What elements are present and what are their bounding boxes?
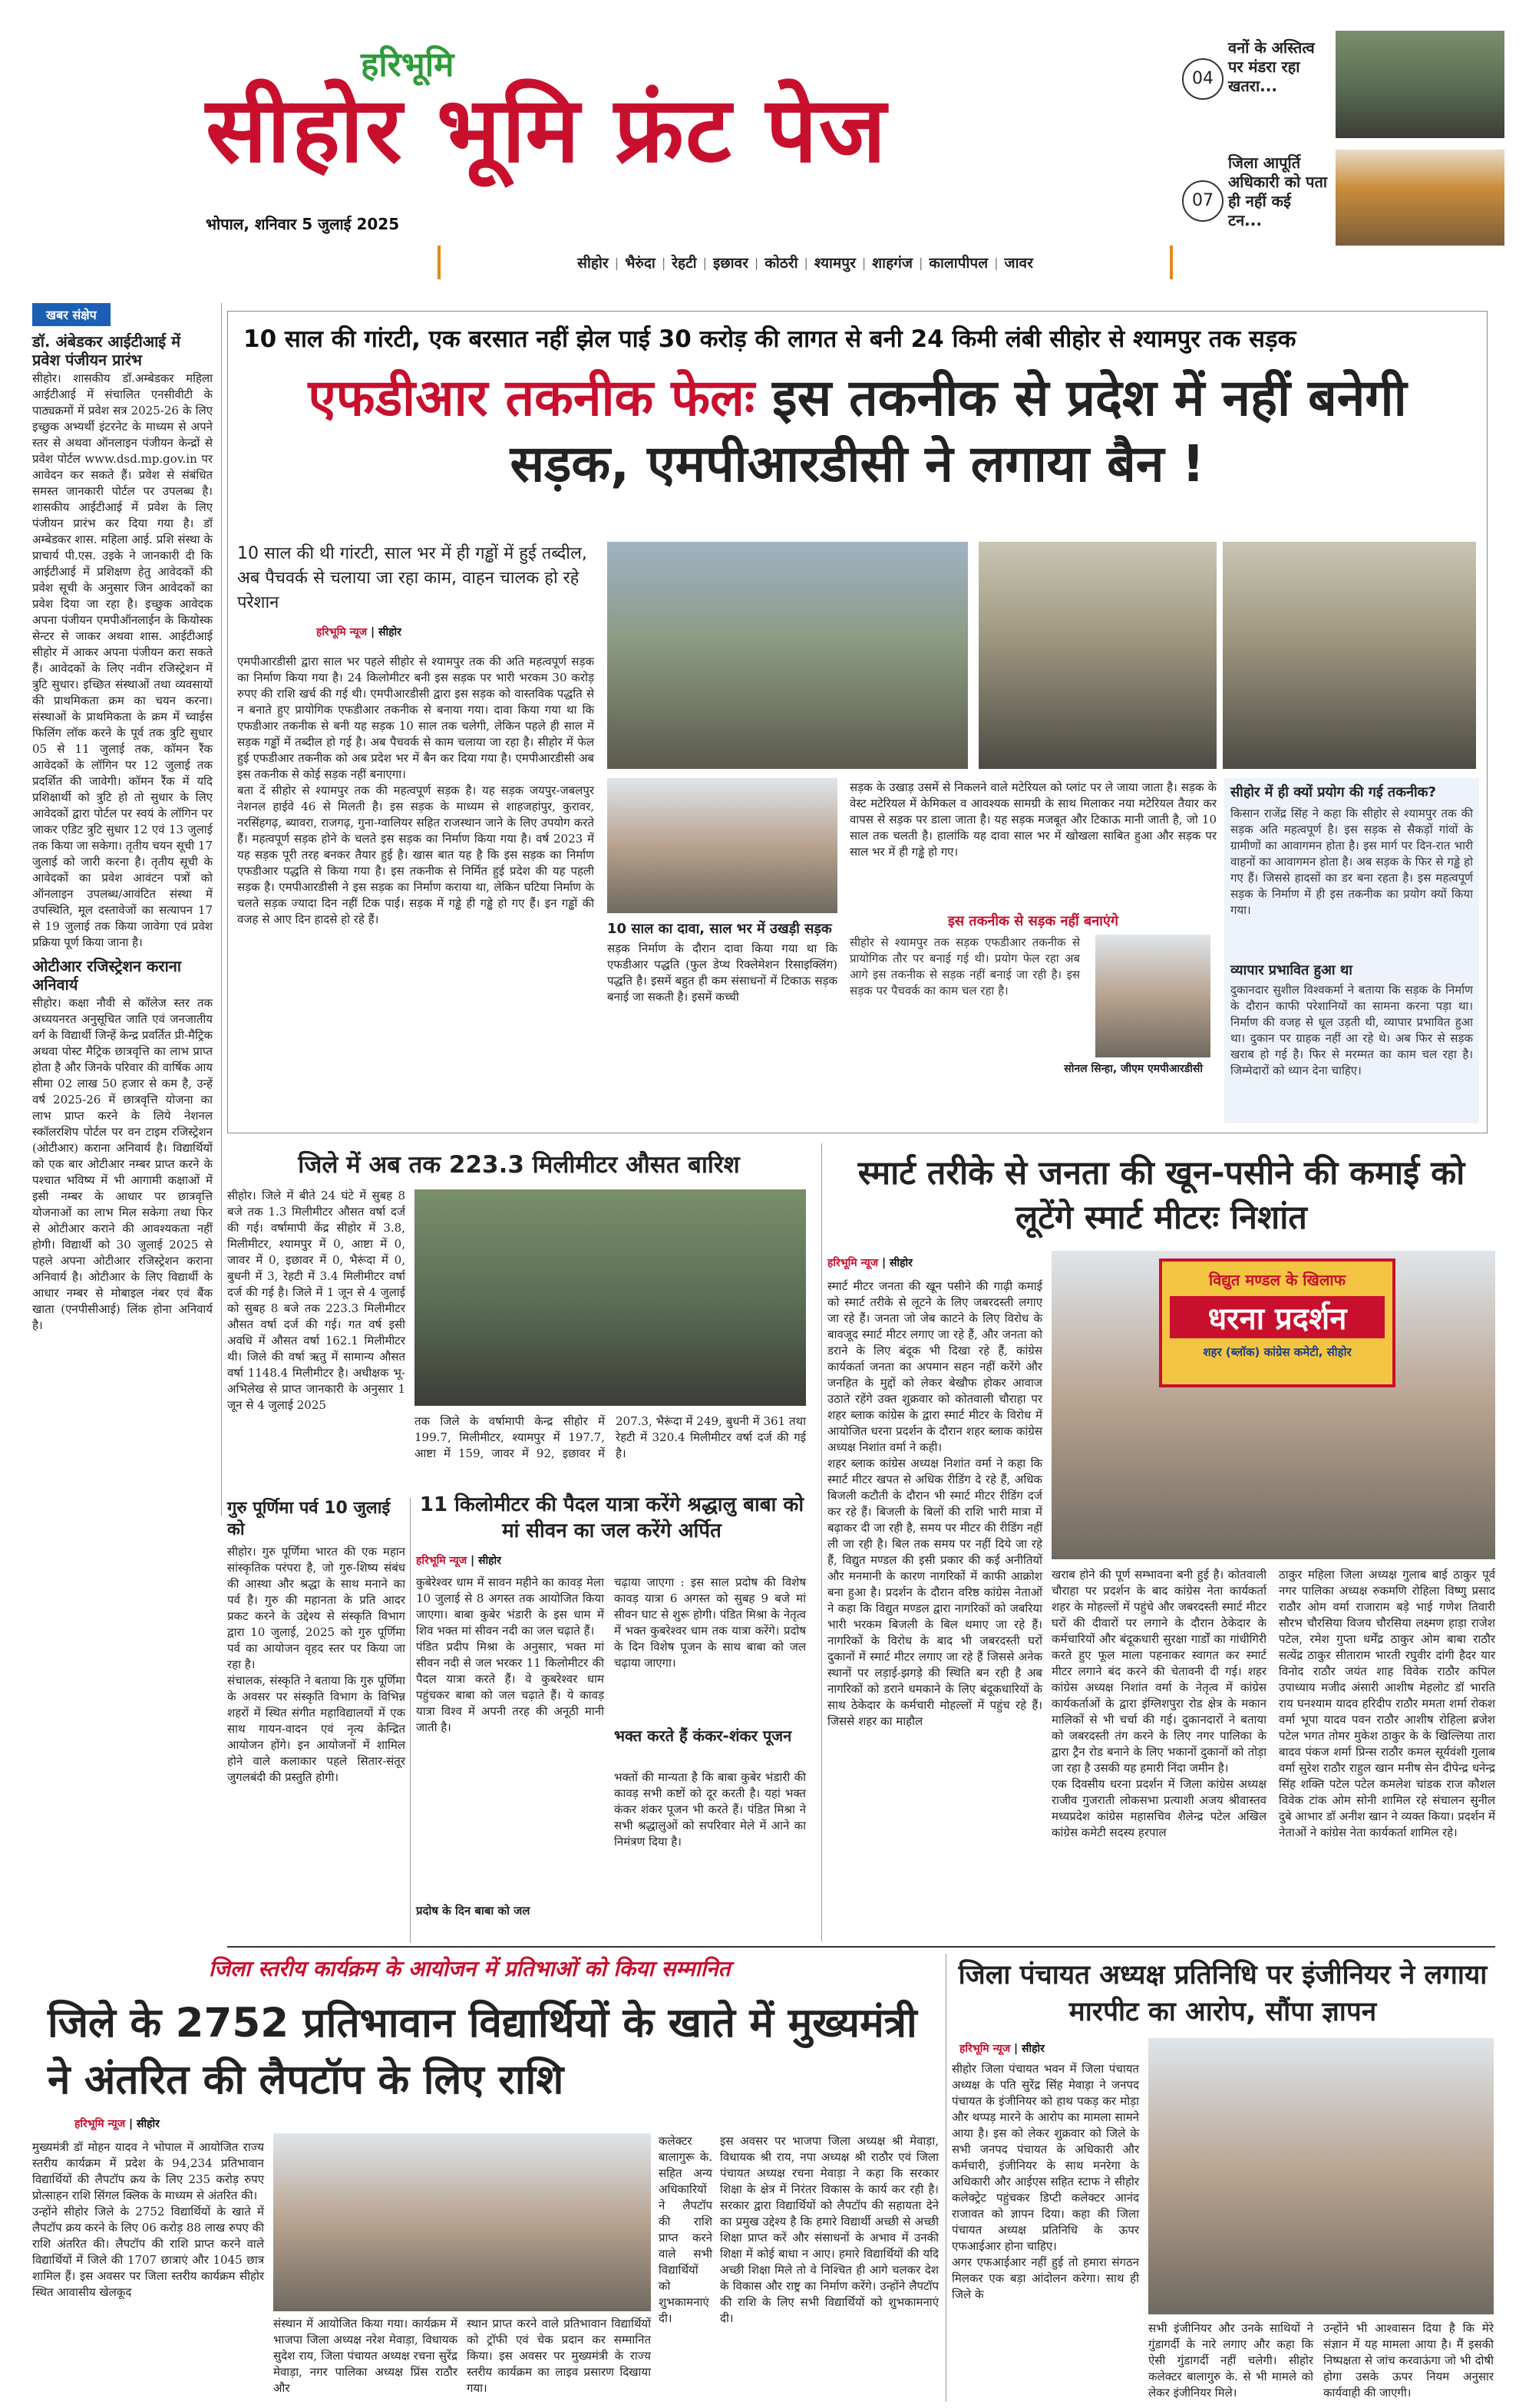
rain-story [227,1143,811,1512]
side-box-title: सीहोर में ही क्यों प्रयोग की गई तकनीक? [1230,784,1436,800]
road-photo [979,542,1217,769]
city-item: जावर [1004,255,1033,272]
city-item: भैरुंदा [625,255,656,272]
lead-story [227,311,1488,1133]
smart-body: खराब होने की पूर्ण सम्भावना बनी हुई है। कोतवाली चौराहा पर प्रदर्शन के बाद कांग्रेस नेता कार्यकर्ता शहर के मोहल्लों में पहुंचे और जबरदस्ती स्मार्ट मीटर घरों की दीवारों पर लगाने के दौरान ठेकेदार के कर्मचारियों और बंदूकधारी सुरक्षा गार्डों का गांधीगिरी करते हुए फूल माला पहनाकर स्वागत कर स्मार्ट मीटर लगाने बंद करने की चेतावनी दी गई। शहर कांग्रेस अध्यक्ष निशांत वर्मा के नेतृत्व में कांग्रेस कार्यकर्ताओं के द्वारा इंग्लिशपुरा रोड क्षेत्र के मकान मालिकों से भी चर्चा की गई। दुकानदारों ने बताया को जबरदस्ती तंग करने के लिए नगर पालिका के द्वारा ट्रैन रोड बनाने के लिए भकानों दुकानों को तोड़ा जा रहा है उसकी यह हमारी निंदा जमीन है। एक दिवसीय धरना प्रदर्शन में जिला कांग्रेस अध्यक्ष राजीव गुजराती लोकसभा प्रत्याशी अजय श्रीवास्तव मध्यप्रदेश कांग्रेस महासचिव शैलेन्द्र पटेल अखिल कांग्रेस कमेटी सदस्य हरपाल [1052,1568,1266,1839]
laptop-body: स्थान प्राप्त करने वाले प्रतिभावान विद्यार्थियों को ट्रॉफी एवं चेक प्रदान कर सम्मानित किया। इस अवसर पर मुख्यमंत्री के राज्य स्तरीय कार्यक्रम का लाइव प्रसारण दिखाया गया। [467,2317,651,2395]
brief-headline: ओटीआर रजिस्ट्रेशन कराना अनिवार्य [32,957,182,994]
side-box-title: व्यापार प्रभावित हुआ था [1230,962,1352,978]
byline-brand: हरिभूमि न्यूज [316,626,368,638]
byline-place: सीहोर [137,2118,160,2130]
teaser-photo [1336,150,1504,246]
yatra-body: कुबेरेश्वर धाम में सावन महीने का कावड़ मेला 10 जुलाई से 8 अगस्त तक आयोजित किया जाएगा। बाबा कुबेर भंडारी के इस धाम में शिव भक्त मां सीवन नदी का जल चढ़ाते हैं। पंडित प्रदीप मिश्रा के अनुसार, भक्त मां सीवन नदी से जल भरकर 11 किलोमीटर की पैदल यात्रा करते हैं। वे कुबरेश्वर धाम पहुंचकर बाबा को जल चढ़ाते हैं। ये कावड़ यात्रा विश्व में अपनी तरह की अनूठी मानी जाती है। [416,1575,604,1734]
rain-photo [414,1189,806,1406]
protest-banner-line: शहर (ब्लॉक) कांग्रेस कमेटी, सीहोर [1203,1345,1352,1359]
city-item: कालापीपल [929,255,989,272]
panchayat-body: सभी इंजीनियर और उनके साथियों ने गुंडागर्दी के नारे लगाए और कहा कि ऐसी गुंडागर्दी नहीं चलेगी। सीहोर कलेक्टर बालागुरु के. से भी मामले को लेकर इंजीनियर मिले। [1148,2321,1313,2400]
teaser-text: जिला आपूर्ति अधिकारी को पता ही नहीं कई टन... [1228,153,1328,229]
memorandum-photo [1148,2038,1494,2314]
news-brief-sidebar [32,303,213,1516]
byline: हरिभूमि न्यूज | सीहोर [416,1555,501,1567]
panchayat-body: सीहोर जिला पंचायत भवन में जिला पंचायत अध्यक्ष के पति सुरेंद्र सिंह मेवाड़ा ने जनपद पंचायत के इंजीनियर को हाथ पकड़ कर मोड़ा और थप्पड़ मारने के आरोप का मामला सामने आया है। इस को लेकर शुक्रवार को जिले के सभी जनपद पंचायत के अधिकारी और कर्मचारी, इंजीनियर के साथ मनरेगा के अधिकारी और आईएस सहित स्टाफ ने सीहोर कलेक्ट्रेट पहुंचकर डिप्टी कलेक्टर आनंद राजावत को ज्ञापन दिया। कहा की जिला पंचायत अध्यक्ष प्रतिनिधि के ऊपर एफआईआर होना चाहिए। अगर एफआईआर नहीं हुई तो हमारा संगठन मिलकर एक बड़ा आंदोलन करेगा। साथ ही जिले के [952,2062,1139,2301]
byline-brand: हरिभूमि न्यूज [959,2043,1011,2055]
award-photo [273,2133,651,2311]
guru-headline: गुरु पूर्णिमा पर्व 10 जुलाई को [227,1499,391,1539]
brief-body: सीहोर। कक्षा नौवी से कॉलेज स्तर तक अध्ययनरत अनुसूचित जाति एवं जनजातीय वर्ग के विद्यार्थी जिन्हें केन्द्र प्रवर्तित प्री-मैट्रिक अथवा पोस्ट मैट्रिक छात्रवृत्ति का लाभ प्राप्त होता है और जिनके परिवार की वार्षिक आय सीमा 02 लाख 50 हजार से कम है, उन्हें वर्ष 2025-26 में छात्रवृत्ति योजना का लाभ प्राप्त करने के लिये नेशनल स्कॉलरशिप पोर्टल पर वन टाइम रजिस्ट्रेशन (ओटीआर) कराना अनिवार्य है। विद्यार्थियों को एक बार ओटीआर नम्बर प्राप्त करने के पश्चात भविष्य में भी आगामी कक्षाओं में इसी नम्बर के आधार पर छात्रवृत्ति योजनाओं का लाभ मिल सकेगा तथा फिर से ओटीआर कराने की आवश्यकता नहीं होगी। विद्यार्थी को 30 जुलाई 2025 से पहले अपना ओटीआर रजिस्ट्रेशन कराना अनिवार्य है। ओटीआर के लिए विद्यार्थी के आधार नम्बर से मोबाइल नंबर एवं बैंक खाता (एनपीसीआई) लिंक होना अनिवार्य है। [32,996,213,1332]
byline-place: सीहोर [378,626,401,638]
lead-body: सड़क निर्माण के दौरान दावा किया गया था कि एफडीआर पद्धति (फुल डेप्थ रिक्लेमेशन रिसाइक्लिंग) पद्धति है। इसमें बहुत ही कम संसाधनों में टिकाऊ सड़क बनाई जा सकती है। इसमें कच्ची [607,942,837,1004]
byline: हरिभूमि न्यूज | सीहोर [959,2043,1045,2055]
teaser-photo [1336,31,1504,138]
laptop-body: कलेक्टर बालागुरू के. सहित अन्य अधिकारियों ने लैपटॉप की राशि प्राप्त करने वाले सभी विद्यार्थियों को शुभकामनाएं दी। [659,2134,712,2325]
quote-box [850,912,1217,1119]
laptop-story [32,1949,942,2402]
lead-subhead: 10 साल की थी गांरटी, साल भर में ही गड्ढों में हुई तब्दील, अब पैचवर्क से चलाया जा रहा काम, वाहन चालक हो रहे परेशान [237,544,587,612]
road-photo [1223,542,1476,769]
panchayat-body: उन्होंने भी आश्वासन दिया है कि मेरे संज्ञान में यह मामला आया है। मैं इसकी निष्पक्षता से जांच करवाऊंगा जो भी दोषी होगा उसके ऊपर नियम अनुसार कार्यवाही की जाएगी। [1323,2321,1494,2400]
byline-brand: हरिभूमि न्यूज [827,1257,879,1269]
laptop-body: इस अवसर पर भाजपा जिला अध्यक्ष श्री मेवाड़ा, विधायक श्री राय, नपा अध्यक्ष श्री राठौर एवं जिला पंचायत अध्यक्ष रचना मेवाड़ा ने कहा कि सरकार शिक्षा के क्षेत्र में निरंतर विकास के कार्य कर रही है। सरकार द्वारा विद्यार्थियों को लैपटॉप की सहायता देने का प्रमुख उद्देश्य है कि हमारे विद्यार्थी अच्छी से अच्छी शिक्षा प्राप्त करें और संसाधनों के अभाव में उनकी शिक्षा में कोई बाधा न आए। हमारे विद्यार्थियों की यदि अच्छी शिक्षा मिले तो वे निश्चित ही आगे चलकर देश के विकास और राष्ट्र का निर्माण करेंगे। उन्होंने लैपटॉप की राशि के लिए सभी विद्यार्थियों को शुभकामनाएं दी। [720,2134,939,2325]
byline: हरिभूमि न्यूज | सीहोर [74,2118,160,2130]
city-nav: सीहोर | भैरुंदा | रेहटी | इछावर | कोठरी | श्यामपुर | शाहगंज | कालापीपल | जावर [438,246,1173,279]
side-box-body: दुकानदार सुशील विश्वकर्मा ने बताया कि सड़क के निर्माण के दौरान काफी परेशानियों का सामना करना पड़ा था। निर्माण की वजह से धूल उड़ती थी, व्यापार प्रभावित हुआ था। दुकान पर ग्राहक नहीं आ रहे थे। अब फिर से सड़क खराब हो गई है। फिर से मरम्मत का काम चल रहा है। जिम्मेदारों को ध्यान देना चाहिए। [1230,983,1473,1077]
teaser-page-badge: 04 [1182,58,1224,100]
road-photo [607,778,837,913]
protest-banner [1159,1258,1395,1387]
teaser-box[interactable] [1182,150,1504,249]
byline: हरिभूमि न्यूज | सीहोर [316,626,401,638]
yatra-body: चढ़ाया जाएगा : इस साल प्रदोष की विशेष कावड़ यात्रा 6 अगस्त को सुबह 9 बजे मां सीवन घाट से शुरू होगी। पंडित मिश्रा के नेतृत्व में भक्त कुबरेश्वर धाम तक यात्रा करेंगे। प्रदोष के दिन विशेष पूजन के साथ बाबा को जल चढ़ाया जाएगा। [614,1575,806,1670]
byline-place: सीहोर [1022,2043,1045,2055]
teaser-page-badge: 07 [1182,180,1224,222]
byline-place: सीहोर [890,1257,913,1269]
laptop-body: मुख्यमंत्री डॉ मोहन यादव ने भोपाल में आयोजित राज्य स्तरीय कार्यक्रम में प्रदेश के 94,234 प्रतिभावान विद्यार्थियों की लैपटॉप क्रय के लिए 235 करोड़ रुपए प्रोत्साहन राशि सिंगल क्लिक के माध्यम से अंतरित की। उन्होंने सीहोर जिले के 2752 विद्यार्थियों के खाते में लैपटॉप क्रय करने के लिए 06 करोड़ 88 लाख रुपए की राशि अंतरित की। लैपटॉप की राशि प्राप्त करने वाले विद्यार्थियों में जिले की 1707 छात्राएं और 1045 छात्र शामिल हैं। इस अवसर पर जिला स्तरीय कार्यक्रम सीहोर स्थित आवासीय खेलकूद [32,2140,264,2299]
masthead [0,0,1529,295]
official-photo [1095,935,1210,1057]
page-title: सीहोर भूमि फ्रंट पेज [206,77,888,183]
panchayat-headline: जिला पंचायत अध्यक्ष प्रतिनिधि पर इंजीनियर ने लगाया मारपीट का आरोप, सौंपा ज्ञापन [958,1960,1488,2027]
laptop-body: संस्थान में आयोजित किया गया। कार्यक्रम में भाजपा जिला अध्यक्ष नरेश मेवाड़ा, विधायक सुदेश राय, जिला पंचायत अध्यक्ष रचना सुरेंद्र मेवाड़ा, नगर पालिका अध्यक्ष प्रिंस राठौर और [273,2317,457,2395]
panchayat-story [952,1954,1497,2402]
byline-brand: हरिभूमि न्यूज [416,1555,467,1567]
side-box-body: किसान राजेंद्र सिंह ने कहा कि सीहोर से श्यामपुर तक की सड़क अति महत्वपूर्ण है। इस सड़क से सैकड़ों गांवों के ग्रामीणों का आवागमन होता है। इस मार्ग पर दिन-रात भारी वाहनों का आवागमन होता है। अब सड़क के फिर से गड्ढे हो गए हैं। जिससे हादसों का डर बना रहता है। इस महत्वपूर्ण सड़क के निर्माण में ही इस तकनीक का प्रयोग क्यों किया गया। [1230,807,1473,917]
smart-body: स्मार्ट मीटर जनता की खून पसीने की गाढ़ी कमाई को स्मार्ट तरीके से लूटने के लिए जबरदस्ती लगाए जा रहे हैं। जनता जो जेब काटने के लिए विरोध के बावजूद स्मार्ट मीटर लगाए जा रहे हैं, और जनता को डराने के लिए बंदूक भी दिखा रहे हैं, कांग्रेस कार्यकर्ता जनता का अपमान सहन नहीं करेंगे और जनहित के मुद्दों को लेकर बेखौफ होकर आवाज उठाते रहेंगे उक्त शुक्रवार को कोतवाली चौराहा पर शहर ब्लाक कांग्रेस के द्वारा स्मार्ट मीटर के विरोध में आयोजित धरना प्रदर्शन के दौरान शहर ब्लाक कांग्रेस अध्यक्ष निशांत वर्मा ने कही। शहर ब्लाक कांग्रेस अध्यक्ष निशांत वर्मा ने कहा कि स्मार्ट मीटर खपत से अधिक रीडिंग दे रहे हैं, अधिक बिजली कटौती के दौरान भी स्मार्ट मीटर रीडिंग दर्ज कर रहे हैं। बिजली के बिलों की राशि भारी मात्रा में बढ़ाकर दी जा रही है, समय पर मीटर की रीडिंग नहीं ली जा रही है। बिल तक समय पर नहीं दिये जा रहे हैं, विद्युत मण्डल की इसी प्रकार की कई अनीतियों और मनमानी के कारण नागरिकों में काफी आक्रोश बना हुआ है। प्रदर्शन के दौरान वरिष्ठ कांग्रेस नेताओं ने कहा कि विद्युत मण्डल द्वारा नागरिकों को जबरिया भारी भरकम बिजली के बिल थमाए जा रहे हैं। नागरिकों के विरोध के बाद भी जबरदस्ती घरों दुकानों में स्मार्ट मीटर लगाए जा रहे हैं जिससे अनेक स्थानों पर लड़ाई-झगड़े की स्थिति बन रही है अब नागरिकों को डराने धमकाने के लिए बंदूकधारियों के साथ ठेकेदार के कर्मचारी मोहल्लों में पहुंच रहे हैं। जिससे शहर का माहौल [827,1279,1042,1728]
byline-brand: हरिभूमि न्यूज [74,2118,126,2130]
quote-box-source: सोनल सिन्हा, जीएम एमपीआरडीसी [1064,1063,1203,1075]
brand-logo: हरिभूमि [361,45,454,84]
sidebar-label: खबर संक्षेप [32,303,111,326]
photo-caption: 10 साल का दावा, साल भर में उखड़ी सड़क [607,921,832,937]
laptop-headline: जिले के 2752 प्रतिभावान विद्यार्थियों के खाते में मुख्यमंत्री ने अंतरित की लैपटॉप के लिए राशि [48,2000,917,2103]
city-item: इछावर [712,255,748,272]
lead-body: सड़क के उखाड़ उसमें से निकलने वाले मटेरियल को प्लांट पर ले जाया जाता है। सड़क के वेस्ट मटेरियल में केमिकल व आवश्यक सामग्री के साथ मिलाकर नया मटेरियल तैयार कर वापस से सड़क पर डाला जाता है। यह सड़क मजबूत और टिकाऊ मानी जाती है, जो 10 साल तक चलती है। हालांकि यह दावा साल भर में खोखला साबित हुआ और सड़क पर साल भर में ही गड्ढे हो गए। [850,780,1217,859]
smart-meter-story [827,1143,1495,1941]
guru-story [227,1498,405,1943]
teaser-box[interactable] [1182,31,1504,146]
dateline: भोपाल, शनिवार 5 जुलाई 2025 [206,215,400,233]
rain-headline: जिले में अब तक 223.3 मिलीमीटर औसत बारिश [298,1151,740,1179]
lead-headline-rest: इस तकनीक से प्रदेश में नहीं बनेगी सड़क, एमपीआरडीसी ने लगाया बैन ! [510,368,1407,493]
city-item: शाहगंज [872,255,913,272]
rain-body: सीहोर। जिले में बीते 24 घंटे में सुबह 8 बजे तक 1.3 मिलीमीटर औसत वर्षा दर्ज की गई। वर्षामापी केंद्र सीहोर में 3.8, मिलीमीटर, श्यामपुर में 0, आष्टा में 0, जावर में 0, इछावर में 0, भैरूंदा में 0, बुधनी में 3, रेहटी में 3.4 मिलीमीटर वर्षा दर्ज की गई है। जिले में 1 जून से 4 जुलाई को सुबह 8 बजे तक 223.3 मिलीमीटर औसत वर्षा दर्ज की गई। गत वर्ष इसी अवधि में औसत वर्षा 162.1 मिलीमीटर थी। जिले की वर्षा ऋतु में सामान्य औसत वर्षा 1148.4 मिलीमीटर है। अधीक्षक भू-अभिलेख से प्राप्त जानकारी के अनुसार 1 जून से 4 जुलाई 2025 [227,1189,405,1412]
protest-banner-line: विद्युत मण्डल के खिलाफ [1209,1271,1346,1289]
byline-place: सीहोर [478,1555,501,1567]
yatra-body: भक्तों की मान्यता है कि बाबा कुबेर भंडारी की कावड़ सभी कष्टों को दूर करती है। यहां भक्त कंकर शंकर पूजन भी करते हैं। पंडित मिश्रा ने सभी श्रद्धालुओं को सपरिवार मेले में आने का निमंत्रण दिया है। [614,1770,806,1849]
brief-body: सीहोर। शासकीय डॉ.अम्बेडकर महिला आईटीआई में संचालित एनसीवीटी के पाठ्यक्रमों में प्रवेश सत्र 2025-26 के लिए इच्छुक अभ्यर्थी इंटरनेट के माध्यम से अपने स्तर से अथवा ऑनलाइन पंजीयन केन्द्रों से प्रवेश पोर्टल www.dsd.mp.gov.in पर आवेदन कर सकते हैं। प्रवेश से संबंधित समस्त जानकारी पोर्टल पर उपलब्ध है। शासकीय आईटीआई में प्रवेश के लिए पंजीयन प्रारंभ कर दिया गया है। डॉ अम्बेडकर शास. महिला आई. प्रशि संस्था के प्राचार्य पी.एस. उइके ने जानकारी दी कि आईटीआई में प्रशिक्षण हेतु आवेदकों की प्रवेश सूची के अनुसार जिन आवेदकों का प्रवेश दिया जा रहा है। इच्छुक आवेदक अपना पंजीयन एमपीऑनलाईन के कियोस्क सेन्टर से जाकर अथवा शास. आईटीआई सीहोर में आकर अपना पंजीयन करा सकते हैं। आवेदकों के लिए नवीन रजिस्ट्रेशन में त्रुटि सुधार। इच्छित संस्थाओं तथा व्यवसायों की प्राथमिकता क्रम का चयन करना। संस्थाओं के प्राथमिकता के क्रम में च्वाईस फिलिंग लॉक करने के पूर्व तक त्रुटि सुधार 05 से 11 जुलाई तक, कॉमन रैंक आवेदकों के लॉगिन पर 12 जुलाई तक प्रदर्शित की जावेगी। कॉमन रैंक में यदि प्रशिक्षार्थी को त्रुटि हो तो सुधार के लिए आवेदकों द्वारा पोर्टल पर स्वयं के लॉगिन पर जाकर एडिट त्रुटि सुधार 12 एवं 13 जुलाई तक किया जा सकेगा। तृतीय चयन सूची 17 जुलाई को जारी करना है। तृतीय सूची के आवेदकों का प्रवेश आवंटन पत्रों को ऑनलाइन उपलब्ध/आवंटित संस्था में उपस्थिति, मूल दस्तावेजों का सत्यापन 17 से 19 जुलाई तक किया जावेगा एवं प्रवेश प्रक्रिया पूर्ण किया जाना है। [32,371,213,949]
smart-body: ठाकुर महिला जिला अध्यक्ष गुलाब बाई ठाकुर पूर्व नगर पालिका अध्यक्ष रुकमणि रोहिला विष्णु प्रसाद राठौर ओम वर्मा राजाराम बड़े भाई गणेश तिवारी सौरभ चौरसिया विजय चौरसिया लक्ष्मण हाड़ा राजेश पटेल, रमेश गुप्ता धर्मेंद्र ठाकुर ओम बाबा राठौर सत्येंद्र ठाकुर सीताराम भारती रघुवीर दांगी हैदर यार विनोद राठौर जयंत शाह विवेक राठौर कपिल उपाध्याय मजीद अंसारी आशीष मेहलोट डॉ भारति राय घनश्याम यादव हरिदीप राठौर ममता शर्मा रोकश वर्मा भूपा यादव पवन राठौर आशीष रोहिला ब्रजेश पटेल भगत तोमर मुकेश ठाकुर के के खिल्लिया तारा बादव पंकज शर्मा प्रिन्स राठौर कमल सूर्यवंशी गुलाब वर्मा सुरेश राठौर राहुल खान मनीष सेन दीपेन्द्र धनेन्द्र सिंह शक्ति पटेल पटेल कमलेश चांडक राज कौशल विवेक टांक ओम सोनी शामिल रहे संचालन सुनील दुबे आभार डॉ अनीश खान ने व्यक्त किया। प्रदर्शन में नेताओं ने कांग्रेस नेता कार्यकर्ता शामिल रहे। [1279,1568,1496,1839]
lead-headline-red: एफडीआर तकनीक फेलः [308,368,755,427]
guru-body: सीहोर। गुरु पूर्णिमा भारत की एक महान सांस्कृतिक परंपरा है, जो गुरु-शिष्य संबंध की आस्था और श्रद्धा के साथ मनाने का पर्व है। गुरु की महानता के प्रति आदर प्रकट करने के उद्देश्य से संस्कृति विभाग द्वारा 10 जुलाई, 2025 को गुरु पूर्णिमा पर्व का आयोजन वृहद स्तर पर किया जा रहा है। संचालक, संस्कृति ने बताया कि गुरु पूर्णिमा के अवसर पर संस्कृति विभाग के विभिन्न शहरों में स्थित संगीत महाविद्यालयों में एक साथ गायन-वादन एवं नृत्य केन्द्रित आयोजन होंगे। इन आयोजनों में शामिल होने वाले कलाकार पहले सितार-संतूर जुगलबंदी की प्रस्तुति होगी। [227,1545,405,1784]
quote-box-title: इस तकनीक से सड़क नहीं बनाएंगे [948,913,1118,929]
rain-body: तक जिले के वर्षामापी केन्द्र सीहोर में 199.7, मिलीमीटर, श्यामपुर में 197.7, आष्टा में 159, जावर में 92, इछावर में 207.3, भैरूंदा में 249, बुधनी में 361 तथा रेहटी में 320.4 मिलीमीटर वर्षा दर्ज की गई है। [414,1414,806,1460]
city-item: सीहोर [577,255,609,272]
quote-box-body: सीहोर से श्यामपुर तक सड़क एफडीआर तकनीक से प्रायोगिक तौर पर बनाई गई थी। प्रयोग फेल रहा अब आगे इस तकनीक से सड़क नहीं बनाई जा रही है। इस सड़क पर पैचवर्क का काम चल रहा है। [850,935,1080,998]
lead-body: एमपीआरडीसी द्वारा साल भर पहले सीहोर से श्यामपुर तक की अति महत्वपूर्ण सड़क का निर्माण किया गया है। 24 किलोमीटर बनी इस सड़क पर भारी भरकम 30 करोड़ रुपए की राशि खर्च की गई थी। एमपीआरडीसी द्वारा इस सड़क को वास्तविक पद्धति से न बनाते हुए प्रायोगिक एफडीआर तकनीक से बनाया गया। दावा किया गया था कि एफडीआर तकनीक से बनी यह सड़क 10 साल तक चलेगी, लेकिन पहले ही साल में सड़क गड्ढों में तब्दील हो गई है। अब पैचवर्क से काम चलाया जा रहा है। सीहोर में फेल हुई एफडीआर तकनीक को अब प्रदेश भर में बैन कर दिया गया है। एमपीआरडीसी अब इस तकनीक से कोई सड़क नहीं बनाएगा। बता दें सीहोर से श्यामपुर तक की महत्वपूर्ण सड़क है। यह सड़क जयपुर-जबलपुर नेशनल हाईवे 46 से मिलती है। इस सड़क के माध्यम से शाहजहांपुर, कुरावर, नरसिंहगढ़, ब्यावरा, राजगढ़, गुना-ग्वालियर सहित राजस्थान जाने के लिए उपयोग करते हैं। महत्वपूर्ण सड़क होने के चलते इस सड़क का निर्माण किया गया है। वर्ष 2023 में यह सड़क पूरी तरह बनकर तैयार हुई है। खास बात यह है कि इस सड़क का निर्माण एफडीआर पद्धति से किया गया है। इस तकनीक से निर्मित हुई प्रदेश की यह पहली सड़क है। एमपीआरडीसी ने इस सड़क का निर्माण कराया था, लेकिन घटिया निर्माण के चलते सड़क ज्यादा दिन नहीं टिक पाई। सड़क में गड्ढे ही गड्ढे हो गए हैं। इन गड्ढों की वजह से आए दिन हादसे हो रहे हैं। [237,655,594,926]
city-item: रेहटी [672,255,697,272]
brief-headline: डॉ. अंबेडकर आईटीआई में प्रवेश पंजीयन प्रारंभ [32,332,181,369]
yatra-headline: 11 किलोमीटर की पैदल यात्रा करेंगे श्रद्धालु बाबा को मां सीवन का जल करेंगे अर्पित [419,1493,804,1542]
road-photo [607,542,968,769]
yatra-subhead: भक्त करते हैं कंकर-शंकर पूजन [614,1727,792,1745]
lead-headline [251,365,1464,497]
city-item: कोठरी [764,255,798,272]
laptop-kicker [209,1954,938,1984]
byline: हरिभूमि न्यूज | सीहोर [827,1257,913,1269]
smart-headline: स्मार्ट तरीके से जनता की खून-पसीने की कमाई को लूटेंगे स्मार्ट मीटरः निशांत [857,1154,1465,1237]
laptop-kicker-text: जिला स्तरीय कार्यक्रम के आयोजन में प्रतिभाओं को किया सम्मानित [209,1956,731,1981]
protest-photo [1052,1251,1495,1559]
yatra-story [416,1489,815,1941]
protest-banner-line: धरना प्रदर्शन [1170,1296,1385,1338]
teaser-text: वनों के अस्तित्व पर मंडरा रहा खतरा... [1228,38,1315,95]
side-box [1224,778,1479,1123]
lead-kicker: 10 साल की गांरटी, एक बरसात नहीं झेल पाई 30 करोड़ की लागत से बनी 24 किमी लंबी सीहोर से श्यामपुर तक सड़क [243,325,1296,353]
yatra-bold-line: प्रदोष के दिन बाबा को जल [416,1904,530,1918]
city-item: श्यामपुर [814,255,856,272]
